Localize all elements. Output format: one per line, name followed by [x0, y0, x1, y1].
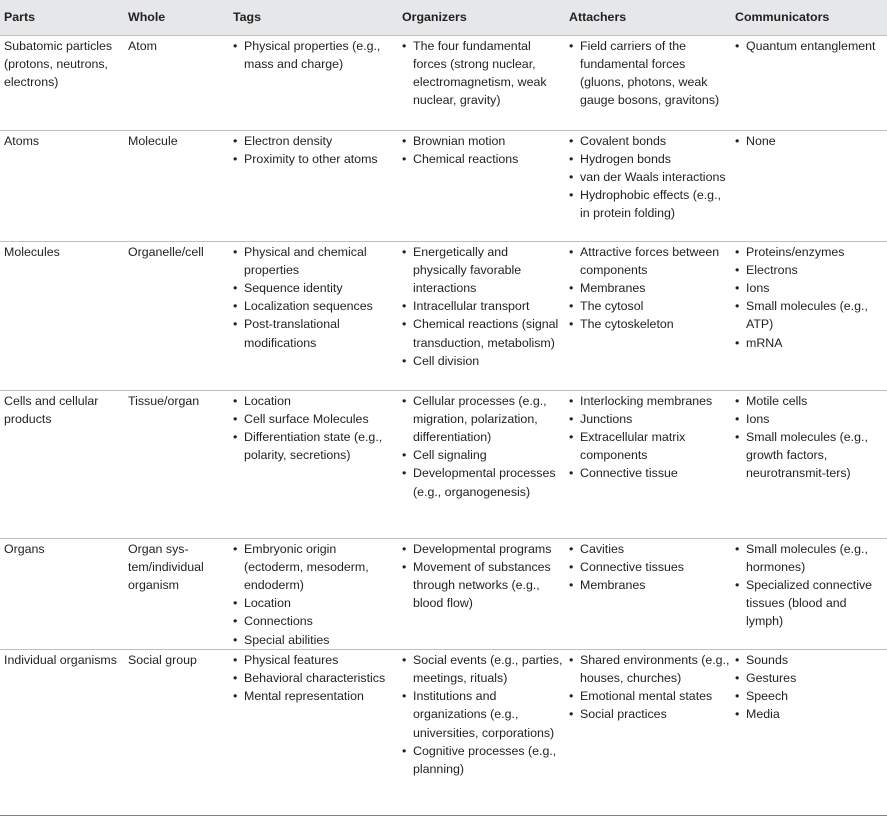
- cell-organizers: [398, 35, 565, 130]
- list-item: • Electrons: [735, 261, 887, 279]
- list-item: • Chemical reactions (signal transduction, metabolism): [402, 315, 565, 351]
- organizers-list: [402, 37, 565, 110]
- cell-whole: Organ sys-tem/individual organism: [124, 538, 228, 649]
- list-item: • Physical properties (e.g., mass and charge): [233, 37, 398, 73]
- cell-communicators: [731, 649, 887, 815]
- table-row: [0, 538, 887, 649]
- tags-list: [233, 243, 398, 352]
- attachers-list: [569, 540, 731, 595]
- communicators-list: [735, 651, 887, 724]
- header-organizers: Organizers: [398, 0, 565, 35]
- list-item: • Cell division: [402, 352, 565, 370]
- cell-parts: Subatomic particles (protons, neutrons, electrons): [0, 35, 124, 130]
- organizers-list: [402, 392, 565, 501]
- list-item: • mRNA: [735, 334, 887, 352]
- cell-tags: [228, 649, 398, 815]
- cell-communicators: [731, 241, 887, 390]
- header-whole: Whole: [124, 0, 228, 35]
- tags-list: [233, 392, 398, 465]
- list-item: • Interlocking membranes: [569, 392, 731, 410]
- tags-list: [233, 651, 398, 706]
- cell-whole: Tissue/organ: [124, 390, 228, 538]
- list-item: • Mental representation: [233, 687, 398, 705]
- cell-organizers: [398, 130, 565, 241]
- list-item: • Ions: [735, 279, 887, 297]
- attachers-list: [569, 37, 731, 110]
- list-item: • Special abilities: [233, 631, 398, 649]
- list-item: • Cellular processes (e.g., migration, polarization, differentiation): [402, 392, 565, 447]
- list-item: • Behavioral characteristics: [233, 669, 398, 687]
- list-item: • Connective tissues: [569, 558, 731, 576]
- cell-organizers: [398, 538, 565, 649]
- table-row: [0, 130, 887, 241]
- list-item: • Sequence identity: [233, 279, 398, 297]
- list-item: • None: [735, 132, 887, 150]
- attachers-list: [569, 243, 731, 334]
- attachers-list: [569, 392, 731, 483]
- list-item: • Cavities: [569, 540, 731, 558]
- cell-tags: [228, 390, 398, 538]
- list-item: • Proteins/enzymes: [735, 243, 887, 261]
- list-item: • Social events (e.g., parties, meetings, rituals): [402, 651, 565, 687]
- list-item: • Hydrogen bonds: [569, 150, 731, 168]
- communicators-list: [735, 392, 887, 483]
- list-item: • Motile cells: [735, 392, 887, 410]
- cell-tags: [228, 241, 398, 390]
- list-item: • Location: [233, 594, 398, 612]
- list-item: • Connective tissue: [569, 464, 731, 482]
- list-item: • Movement of substances through networks (e.g., blood flow): [402, 558, 565, 613]
- list-item: • van der Waals interactions: [569, 168, 731, 186]
- cell-parts: Molecules: [0, 241, 124, 390]
- cell-whole: Molecule: [124, 130, 228, 241]
- tags-list: [233, 37, 398, 73]
- header-communicators: Communicators: [731, 0, 887, 35]
- list-item: • Energetically and physically favorable interactions: [402, 243, 565, 298]
- cell-communicators: [731, 35, 887, 130]
- list-item: • Institutions and organizations (e.g., universities, corporations): [402, 687, 565, 742]
- list-item: • Differentiation state (e.g., polarity, secretions): [233, 428, 398, 464]
- list-item: • Physical features: [233, 651, 398, 669]
- cell-attachers: [565, 538, 731, 649]
- cell-tags: [228, 35, 398, 130]
- attachers-list: [569, 132, 731, 223]
- list-item: • Quantum entanglement: [735, 37, 887, 55]
- list-item: • The cytoskeleton: [569, 315, 731, 333]
- cell-tags: [228, 538, 398, 649]
- organizers-list: [402, 651, 565, 778]
- cell-attachers: [565, 130, 731, 241]
- list-item: • Chemical reactions: [402, 150, 565, 168]
- cell-whole: Atom: [124, 35, 228, 130]
- header-attachers: Attachers: [565, 0, 731, 35]
- tags-list: [233, 132, 398, 168]
- list-item: • Physical and chemical properties: [233, 243, 398, 279]
- list-item: • Electron density: [233, 132, 398, 150]
- list-item: • Small molecules (e.g., ATP): [735, 297, 887, 333]
- list-item: • Cell surface Molecules: [233, 410, 398, 428]
- communicators-list: [735, 540, 887, 631]
- cell-organizers: [398, 649, 565, 815]
- list-item: • Developmental programs: [402, 540, 565, 558]
- list-item: • Specialized connective tissues (blood and lymph): [735, 576, 887, 631]
- list-item: • Social practices: [569, 705, 731, 723]
- cell-tags: [228, 130, 398, 241]
- list-item: • Developmental processes (e.g., organogenesis): [402, 464, 565, 500]
- list-item: • Attractive forces between components: [569, 243, 731, 279]
- cell-communicators: [731, 390, 887, 538]
- list-item: • Shared environments (e.g., houses, churches): [569, 651, 731, 687]
- header-tags: Tags: [228, 0, 398, 35]
- list-item: • Intracellular transport: [402, 297, 565, 315]
- list-item: • Hydrophobic effects (e.g., in protein folding): [569, 186, 731, 222]
- cell-communicators: [731, 130, 887, 241]
- cell-parts: Cells and cellular products: [0, 390, 124, 538]
- cell-attachers: [565, 649, 731, 815]
- list-item: • The cytosol: [569, 297, 731, 315]
- cell-parts: Individual organisms: [0, 649, 124, 815]
- list-item: • Speech: [735, 687, 887, 705]
- organizers-list: [402, 132, 565, 168]
- cell-communicators: [731, 538, 887, 649]
- organizers-list: [402, 540, 565, 613]
- communicators-list: [735, 37, 887, 55]
- list-item: • Membranes: [569, 279, 731, 297]
- list-item: • Media: [735, 705, 887, 723]
- communicators-list: [735, 132, 887, 150]
- list-item: • Covalent bonds: [569, 132, 731, 150]
- list-item: • The four fundamental forces (strong nuclear, electromagnetism, weak nuclear, gravity): [402, 37, 565, 110]
- list-item: • Gestures: [735, 669, 887, 687]
- table-row: [0, 390, 887, 538]
- cell-parts: Organs: [0, 538, 124, 649]
- list-item: • Brownian motion: [402, 132, 565, 150]
- list-item: • Cognitive processes (e.g., planning): [402, 742, 565, 778]
- table-row: [0, 241, 887, 390]
- cell-parts: Atoms: [0, 130, 124, 241]
- cell-whole: Social group: [124, 649, 228, 815]
- cell-attachers: [565, 35, 731, 130]
- cell-organizers: [398, 241, 565, 390]
- list-item: • Small molecules (e.g., hormones): [735, 540, 887, 576]
- list-item: • Small molecules (e.g., growth factors, neurotransmit-ters): [735, 428, 887, 483]
- list-item: • Connections: [233, 612, 398, 630]
- cell-attachers: [565, 241, 731, 390]
- table-header-row: [0, 0, 887, 35]
- organizers-list: [402, 243, 565, 370]
- communicators-list: [735, 243, 887, 352]
- cell-attachers: [565, 390, 731, 538]
- list-item: • Extracellular matrix components: [569, 428, 731, 464]
- cell-organizers: [398, 390, 565, 538]
- list-item: • Junctions: [569, 410, 731, 428]
- list-item: • Field carriers of the fundamental forces (gluons, photons, weak gauge bosons, gravitons): [569, 37, 731, 110]
- list-item: • Cell signaling: [402, 446, 565, 464]
- cell-whole: Organelle/cell: [124, 241, 228, 390]
- table-row: [0, 649, 887, 815]
- header-parts: Parts: [0, 0, 124, 35]
- list-item: • Emotional mental states: [569, 687, 731, 705]
- list-item: • Sounds: [735, 651, 887, 669]
- list-item: • Location: [233, 392, 398, 410]
- list-item: • Proximity to other atoms: [233, 150, 398, 168]
- list-item: • Ions: [735, 410, 887, 428]
- attachers-list: [569, 651, 731, 724]
- table-body: [0, 35, 887, 815]
- table-row: [0, 35, 887, 130]
- tags-list: [233, 540, 398, 649]
- list-item: • Embryonic origin (ectoderm, mesoderm, endoderm): [233, 540, 398, 595]
- list-item: • Membranes: [569, 576, 731, 594]
- list-item: • Post-translational modifications: [233, 315, 398, 351]
- list-item: • Localization sequences: [233, 297, 398, 315]
